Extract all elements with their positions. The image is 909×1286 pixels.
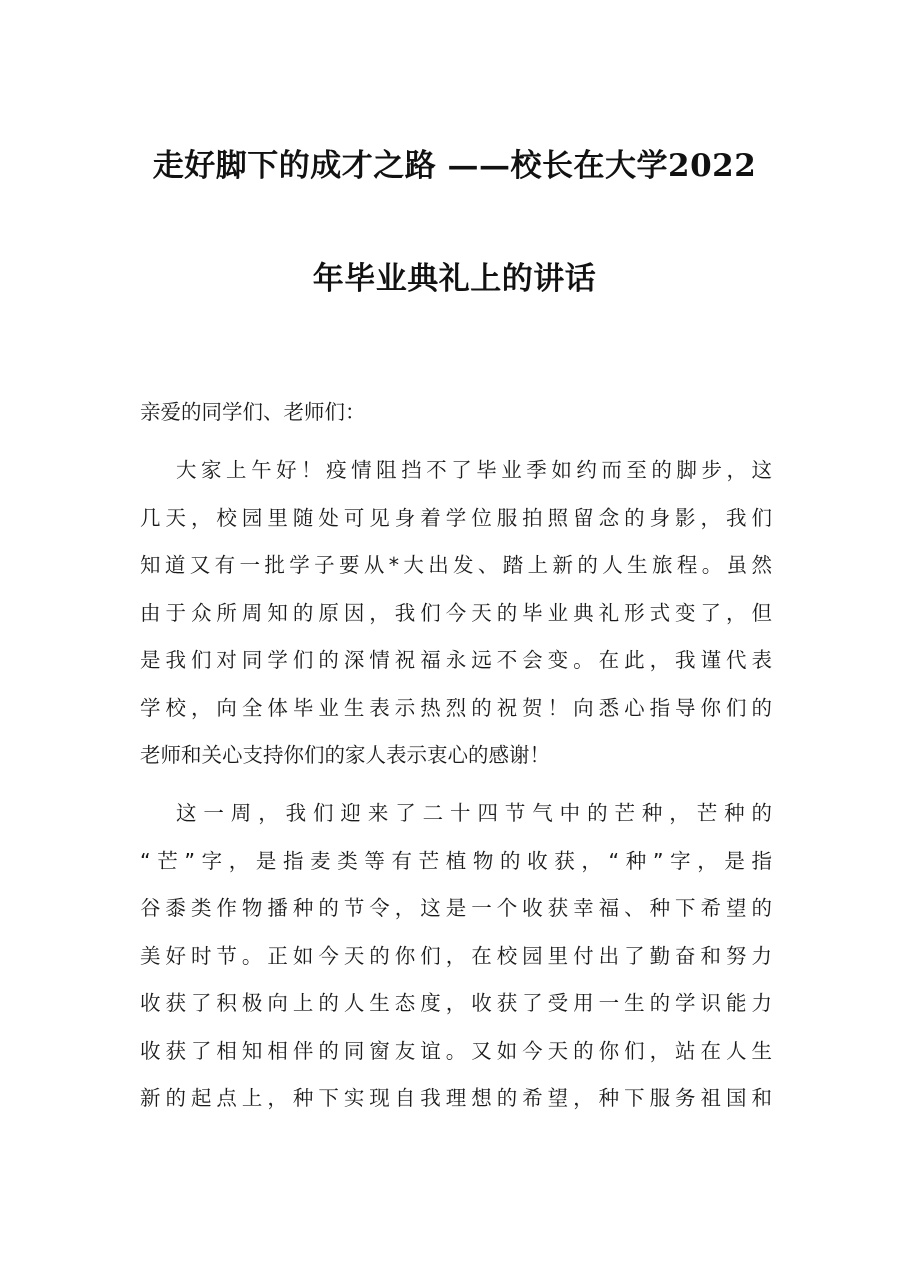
paragraph-2-line: 收获了积极向上的人生态度，收获了受用一生的学识能力 — [140, 991, 772, 1015]
paragraph-1-line: 由于众所周知的原因，我们今天的毕业典礼形式变了，但 — [140, 601, 772, 625]
paragraph-2-line: “芒”字，是指麦类等有芒植物的收获，“种”字，是指 — [140, 849, 772, 873]
paragraph-2-line: 谷黍类作物播种的节令，这是一个收获幸福、种下希望的 — [140, 896, 772, 920]
paragraph-1-line: 老师和关心支持你们的家人表示衷心的感谢！ — [140, 743, 550, 767]
paragraph-1-line: 是我们对同学们的深情祝福永远不会变。在此，我谨代表 — [140, 648, 772, 672]
paragraph-2-line: 这一周，我们迎来了二十四节气中的芒种，芒种的 — [176, 801, 772, 825]
document-title-line-2: 年毕业典礼上的讲话 — [312, 261, 597, 297]
paragraph-1-line: 几天，校园里随处可见身着学位服拍照留念的身影，我们 — [140, 506, 772, 530]
document-title-line-1: 走好脚下的成才之路 ——校长在大学2022 — [152, 148, 757, 184]
paragraph-2-line: 新的起点上，种下实现自我理想的希望，种下服务祖国和 — [140, 1086, 772, 1110]
salutation: 亲爱的同学们、老师们： — [140, 400, 366, 424]
paragraph-1-line: 学校，向全体毕业生表示热烈的祝贺！向悉心指导你们的 — [140, 696, 772, 720]
paragraph-2-line: 收获了相知相伴的同窗友谊。又如今天的你们，站在人生 — [140, 1039, 772, 1063]
paragraph-2-line: 美好时节。正如今天的你们，在校园里付出了勤奋和努力 — [140, 944, 772, 968]
paragraph-1-line: 知道又有一批学子要从*大出发、踏上新的人生旅程。虽然 — [140, 553, 772, 577]
paragraph-1-line: 大家上午好！疫情阻挡不了毕业季如约而至的脚步，这 — [176, 458, 772, 482]
